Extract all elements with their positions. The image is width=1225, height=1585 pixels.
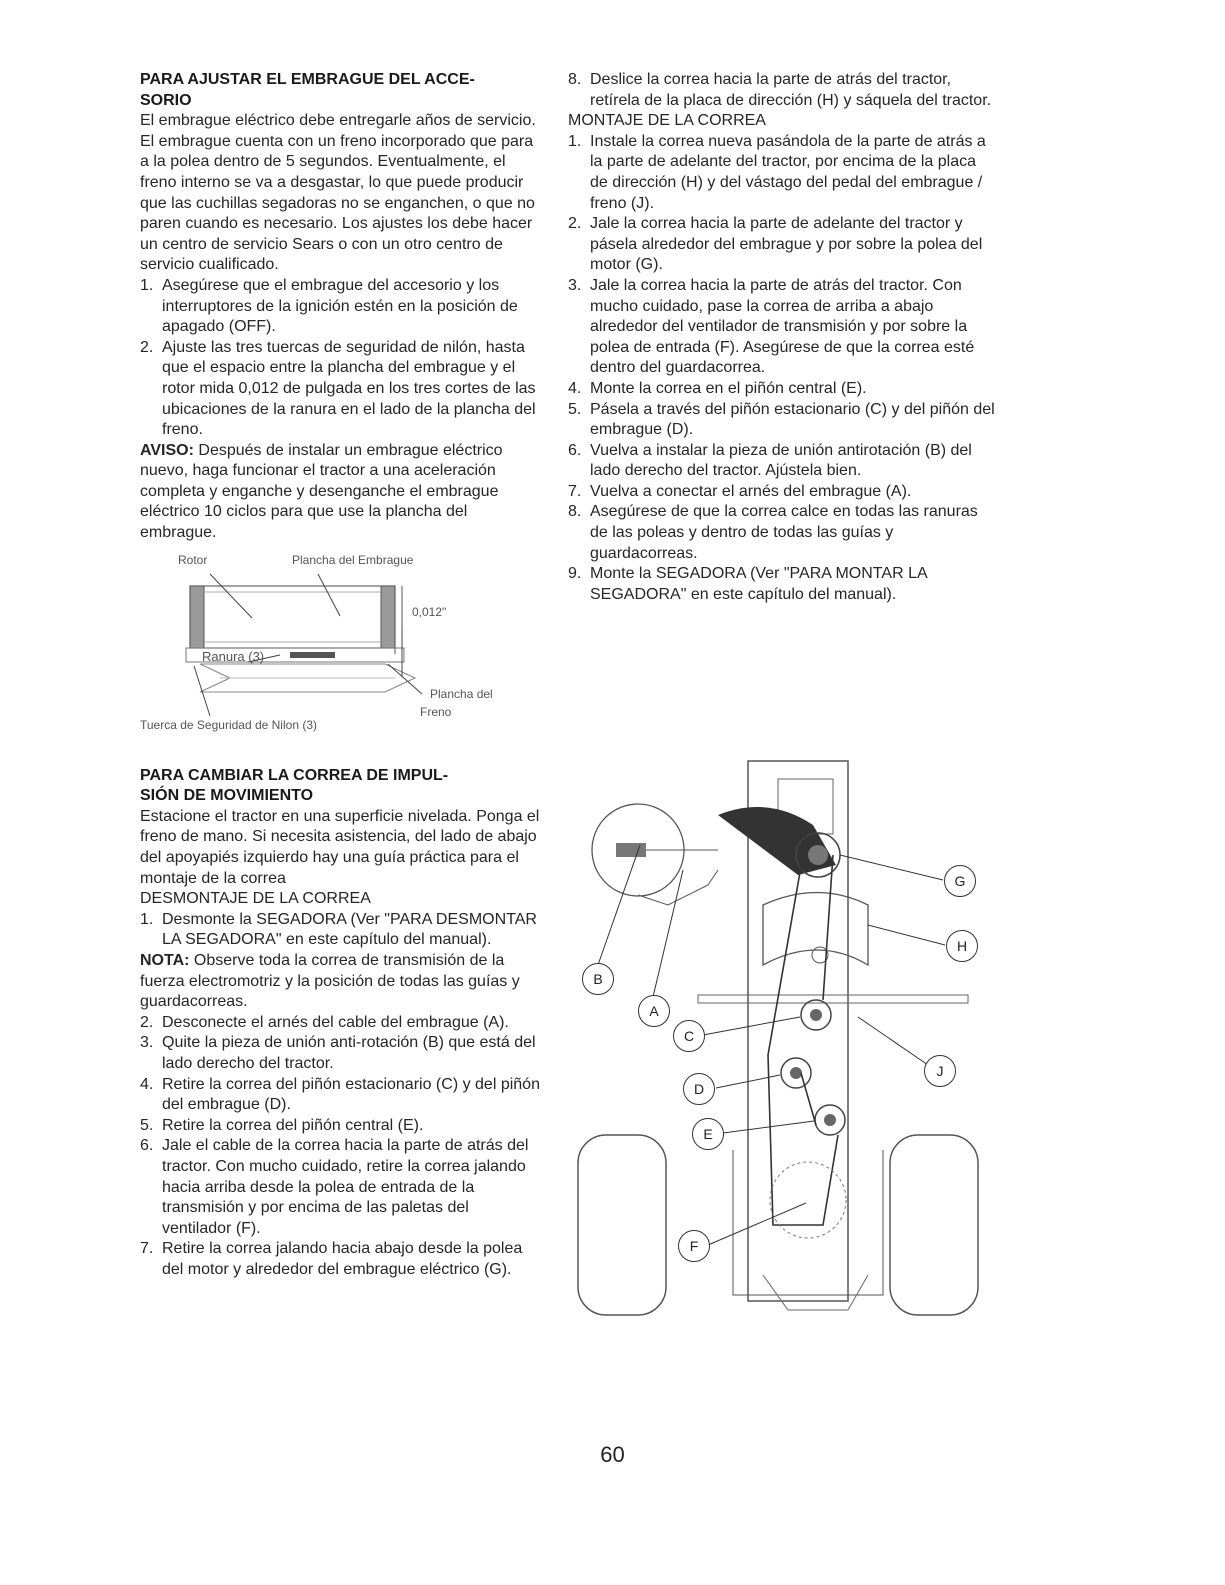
section-adjust-clutch: [140, 70, 542, 544]
notice-paragraph: AVISO: Después de instalar un embrague eléctrico nuevo, haga funcionar el tractor a una aceleración completa y enganche y desenganche el embrague eléctrico 10 ciclos para que use la plancha del embrague.: [140, 441, 503, 542]
tractor-underside-drawing: [568, 755, 988, 1335]
callout-b: B: [582, 963, 614, 995]
label-rotor: Rotor: [178, 552, 208, 567]
list-item: 7. Vuelva a conectar el arnés del embrague (A).: [568, 482, 912, 500]
label-brake-plate-line1: Plancha del: [430, 686, 493, 701]
section-change-drive-belt: [140, 766, 542, 1281]
list-item: 2. Ajuste las tres tuercas de seguridad de nilón, hasta que el espacio entre la plancha del embrague y el rotor mida 0,012 de pulgada en los tres cortes de las ubicaciones de la ranura en el lado de la plancha del freno.: [140, 338, 536, 439]
list-item: 8. Deslice la correa hacia la parte de atrás del tractor, retírela de la placa de dirección (H) y sáquela del tractor.: [568, 71, 992, 109]
list-item: 6. Jale el cable de la correa hacia la parte de atrás del tractor. Con mucho cuidado, retire la correa jalando hacia arriba desde la polea de entrada de la transmisión y por encima de las paletas del ventilador (F).: [140, 1137, 529, 1237]
left-column: [140, 70, 542, 1281]
list-item: 6. Vuelva a instalar la pieza de unión antirotación (B) del lado derecho del tractor. Ajústela bien.: [568, 441, 972, 480]
removal-step8-list: [568, 70, 998, 111]
clutch-diagram-drawing: [140, 552, 542, 736]
list-item: 4. Retire la correa del piñón estacionario (C) y del piñón del embrague (D).: [140, 1075, 540, 1114]
subhead-belt-installation: MONTAJE DE LA CORREA: [568, 112, 766, 130]
callout-e: E: [692, 1118, 724, 1150]
note-paragraph: NOTA: Observe toda la correa de transmisión de la fuerza electromotriz y la posición de todas las guías y guardacorreas.: [140, 952, 520, 1011]
clutch-gap-diagram: [140, 552, 542, 736]
label-brake-plate-line2: Freno: [420, 704, 452, 719]
label-nylon-lock-nut: Tuerca de Seguridad de Nilon (3): [140, 717, 317, 732]
removal-steps-list: [140, 1013, 542, 1281]
belt-intro-paragraph: Estacione el tractor en una superficie nivelada. Ponga el freno de mano. Si necesita asistencia, del lado de abajo del apoyapiés izquierdo hay una guía práctica para el montaje de la correa: [140, 807, 540, 887]
list-item: 2. Desconecte el arnés del cable del embrague (A).: [140, 1013, 509, 1031]
label-clutch-plate: Plancha del Embrague: [292, 552, 414, 567]
removal-step1-list: [140, 910, 542, 951]
page-number: 60: [600, 1442, 625, 1467]
label-gap-measurement: 0,012": [412, 604, 447, 619]
intro-paragraph: El embrague eléctrico debe entregarle años de servicio. El embrague cuenta con un freno incorporado que para a la polea dentro de 5 segundos. Eventualmente, el freno interno se va a desgastar, lo que puede producir que las cuchillas segadoras no se enganchen, o que no paren cuando es necesario. Los ajustes los debe hacer un centro de servicio Sears o con un otro centro de servicio cualificado.: [140, 112, 536, 274]
list-item: 5. Pásela a través del piñón estacionario (C) y del piñón del embrague (D).: [568, 400, 995, 439]
list-item: 1. Asegúrese que el embrague del accesorio y los interruptores de la ignición estén en la posición de apagado (OFF).: [140, 276, 518, 336]
subhead-belt-removal: DESMONTAJE DE LA CORREA: [140, 890, 371, 908]
list-item: 7. Retire la correa jalando hacia abajo desde la polea del motor y alrededor del embrague eléctrico (G).: [140, 1240, 523, 1278]
callout-a: A: [638, 995, 670, 1027]
list-item: 2. Jale la correa hacia la parte de adelante del tractor y pásela alrededor del embrague y por sobre la polea del motor (G).: [568, 215, 983, 274]
callout-h: H: [946, 930, 978, 962]
section-title-change-belt: PARA CAMBIAR LA CORREA DE IMPUL- SIÓN DE MOVIMIENTO: [140, 766, 449, 805]
list-item: 3. Jale la correa hacia la parte de atrás del tractor. Con mucho cuidado, pase la correa de arriba a abajo alrededor del ventilador de transmisión y por sobre la polea de entrada (F). Asegúrese de que la correa esté dentro del guardacorrea.: [568, 276, 975, 377]
list-item: 1. Desmonte la SEGADORA (Ver "PARA DESMONTAR LA SEGADORA" en este capítulo del manual).: [140, 910, 537, 949]
list-item: 8. Asegúrese de que la correa calce en todas las ranuras de las poleas y dentro de todas las guías y guardacorreas.: [568, 503, 978, 562]
list-item: 5. Retire la correa del piñón central (E).: [140, 1116, 424, 1134]
notice-label: AVISO:: [140, 441, 194, 459]
section-title-adjust-clutch: PARA AJUSTAR EL EMBRAGUE DEL ACCE- SORIO: [140, 71, 475, 109]
installation-steps-list: [568, 132, 998, 606]
belt-routing-diagram: [568, 755, 988, 1335]
callout-d: D: [683, 1073, 715, 1105]
callout-g: G: [944, 865, 976, 897]
note-label: NOTA:: [140, 952, 190, 969]
list-item: 3. Quite la pieza de unión anti-rotación (B) que está del lado derecho del tractor.: [140, 1034, 536, 1072]
adjust-steps-list: [140, 276, 542, 441]
callout-j: J: [924, 1055, 956, 1087]
list-item: 4. Monte la correa en el piñón central (E).: [568, 379, 867, 397]
callout-c: C: [673, 1020, 705, 1052]
list-item: 1. Instale la correa nueva pasándola de la parte de atrás a la parte de adelante del tractor, por encima de la placa de dirección (H) y del vástago del pedal del embrague / freno (J).: [568, 132, 986, 212]
label-slot: Ranura (3): [202, 648, 265, 664]
list-item: 9. Monte la SEGADORA (Ver "PARA MONTAR LA SEGADORA" en este capítulo del manual).: [568, 565, 927, 603]
callout-f: F: [678, 1230, 710, 1262]
right-column: [568, 70, 998, 605]
